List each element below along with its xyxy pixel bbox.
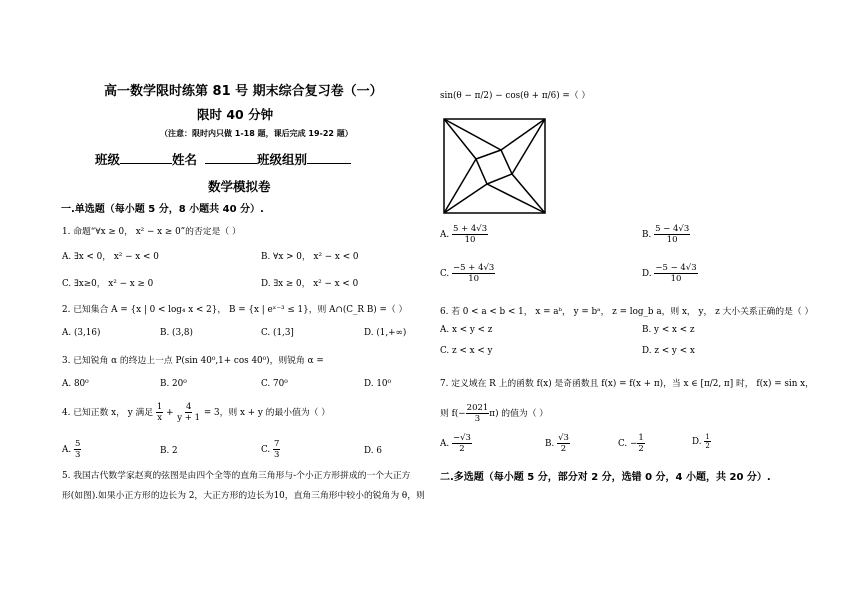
q4-option-a[interactable]: A. $\frac{5}{3}$ (62, 439, 81, 460)
q3-option-c[interactable]: C. 70⁰ (261, 379, 288, 389)
q3-option-d[interactable]: D. 10⁰ (364, 379, 392, 389)
section-heading-single-choice: 一.单选题（每小题 5 分，8 小题共 40 分）. (61, 204, 264, 215)
q7-line1: 7. 定义域在 R 上的函数 f(x) 是奇函数且 f(x) = f(x + π)，当 x ∈ [π/2, π] 时， f(x) = sin x， (440, 379, 814, 389)
group-label: 班级组别 (257, 152, 308, 167)
instruction-note: （注意：限时内只做 1-18 题，课后完成 19-22 题） (160, 129, 353, 138)
group-blank[interactable] (307, 153, 351, 164)
q1-option-c[interactable]: C. ∃x≥0， x² − x ≥ 0 (62, 279, 154, 289)
section-heading-multiple-choice: 二.多选题（每小题 5 分，部分对 2 分，选错 0 分，4 小题，共 20 分）. (440, 472, 771, 483)
q7-option-b[interactable]: B. $\frac{√3}{2}$ (545, 433, 569, 454)
q5-option-c[interactable]: C. $\frac{-5 + 4√3}{10}$ (440, 263, 495, 284)
exam-title: 高一数学限时练第 81 号 期末综合复习卷（一） (104, 84, 383, 99)
q7-option-c[interactable]: C. − $\frac{1}{2}$ (618, 433, 644, 454)
zhao-shuang-diagram (443, 118, 546, 214)
q7-option-a[interactable]: A. $\frac{-√3}{2}$ (440, 433, 471, 454)
q1-option-a[interactable]: A. ∃x < 0， x² − x < 0 (62, 252, 159, 262)
q5-option-b[interactable]: B. $\frac{5 - 4√3}{10}$ (642, 224, 690, 245)
q2-option-d[interactable]: D. (1,+∞) (364, 328, 407, 338)
q3-stem: 3. 已知锐角 α 的终边上一点 P(sin 40⁰,1+ cos 40⁰)，则锐角 α = (62, 356, 324, 366)
q1-stem: 1. 命题“∀x ≥ 0， x² − x ≥ 0”的否定是（ ） (62, 227, 241, 237)
q3-option-a[interactable]: A. 80⁰ (62, 379, 89, 389)
q2-stem: 2. 已知集合 A = {x | 0 < log₄ x < 2}， B = {x | eˣ⁻³ ≤ 1}，则 A∩(C_R B) =（ ） (62, 305, 408, 315)
q5-option-d[interactable]: D. $\frac{-5 - 4√3}{10}$ (642, 263, 697, 284)
q5-expression: sin(θ − π/2) − cos(θ + π/6) =（ ） (440, 91, 591, 101)
exam-name: 数学模拟卷 (208, 179, 271, 194)
small-square (476, 150, 512, 184)
q6-stem: 6. 若 0 < a < b < 1， x = aᵇ， y = bᵃ， z = log_b a，则 x， y， z 大小关系正确的是（ ） (440, 307, 814, 317)
q7-line2: 则 f(− $\frac{2021}{3}$ π) 的值为（ ） (440, 403, 549, 424)
q1-option-d[interactable]: D. ∃x ≥ 0， x² − x < 0 (261, 279, 359, 289)
q4-option-d[interactable]: D. 6 (364, 446, 382, 456)
q3-option-b[interactable]: B. 20⁰ (160, 379, 187, 389)
q6-option-b[interactable]: B. y < x < z (642, 325, 695, 335)
q7-option-d[interactable]: D. $\frac{1}{2}$ (692, 433, 710, 450)
q5-line1: 5. 我国古代数学家赵爽的弦图是由四个全等的直角三角形与-个小正方形拼成的一个大正方 (62, 471, 411, 481)
q6-option-c[interactable]: C. z < x < y (440, 346, 493, 356)
q2-option-b[interactable]: B. (3,8) (160, 328, 193, 338)
class-label: 班级 (95, 152, 121, 167)
q2-option-c[interactable]: C. (1,3] (261, 328, 294, 338)
info-line (95, 150, 351, 168)
q4-option-c[interactable]: C. $\frac{7}{3}$ (261, 439, 280, 460)
q4-option-b[interactable]: B. 2 (160, 446, 178, 456)
q4-frac-1: $\frac{1}{x}$ (156, 402, 163, 423)
time-limit: 限时 40 分钟 (197, 107, 274, 122)
q4-frac-2: $\frac{4}{y + 1}$ (177, 402, 201, 423)
q5-option-a[interactable]: A. $\frac{5 + 4√3}{10}$ (440, 224, 488, 245)
q2-option-a[interactable]: A. (3,16) (62, 328, 101, 338)
q6-option-a[interactable]: A. x < y < z (440, 325, 493, 335)
q6-option-d[interactable]: D. z < y < x (642, 346, 695, 356)
name-blank[interactable] (205, 153, 257, 164)
q4-stem: 4. 已知正数 x， y 满足 $\frac{1}{x}$ + $\frac{4}{y + 1}$ = 3，则 x + y 的最小值为（ ） (62, 402, 331, 423)
q1-option-b[interactable]: B. ∀x > 0， x² − x < 0 (261, 252, 359, 262)
name-label: 姓名 (172, 152, 198, 167)
q5-line2: 形(如图).如果小正方形的边长为 2，大正方形的边长为10，直角三角形中较小的锐角为 θ，则 (62, 491, 425, 501)
class-blank[interactable] (120, 153, 172, 164)
large-square (444, 119, 545, 213)
